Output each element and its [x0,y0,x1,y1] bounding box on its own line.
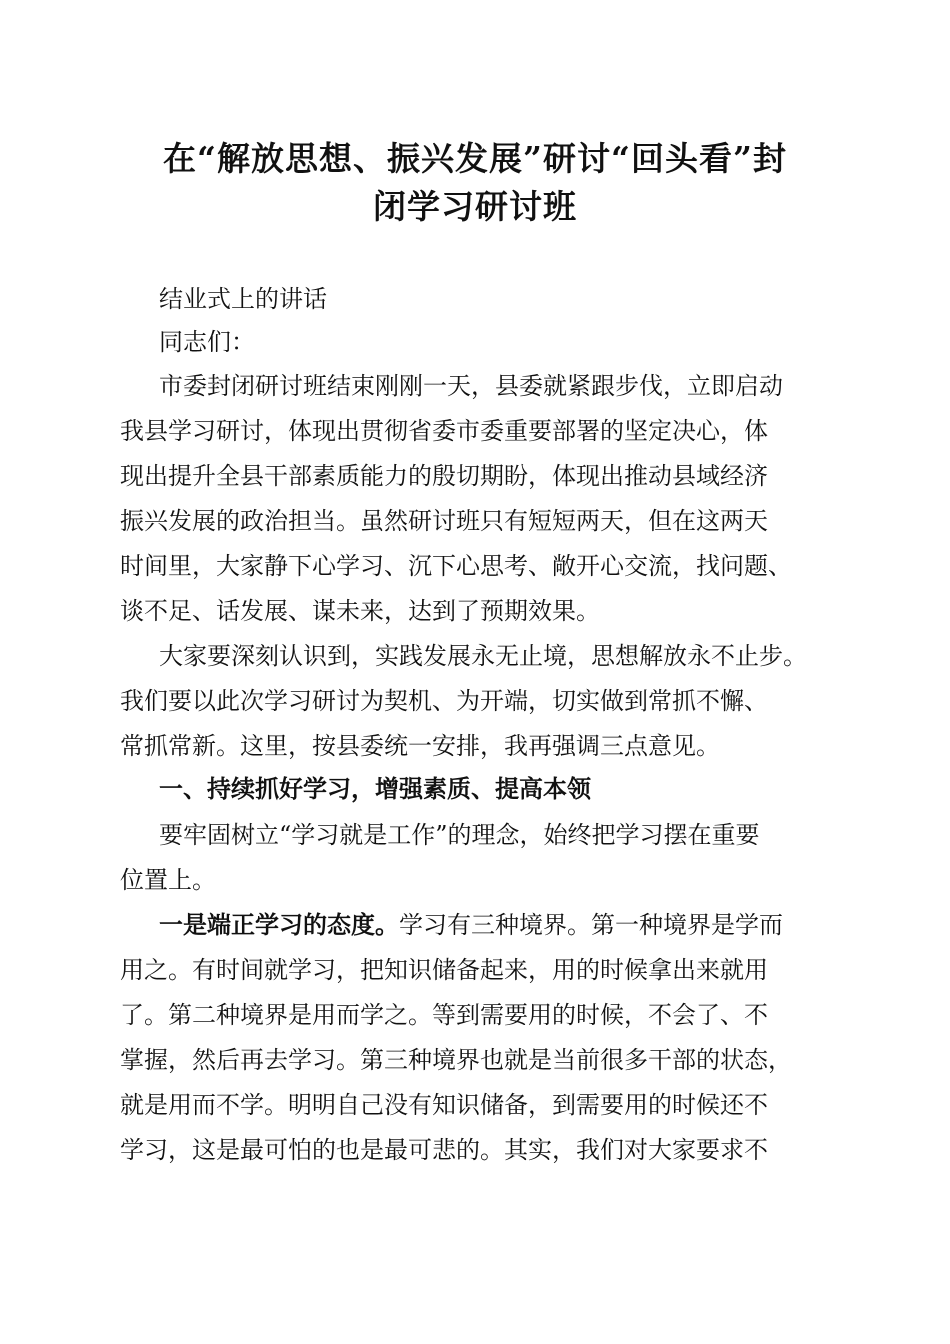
paragraph-2-line-3: 常抓常新。这里，按县委统一安排，我再强调三点意见。 [120,732,720,760]
paragraph-1-line-3: 现出提升全县干部素质能力的殷切期盼，体现出推动县域经济 [120,462,768,490]
paragraph-4-line-2: 用之。有时间就学习，把知识储备起来，用的时候拿出来就用 [120,956,768,984]
paragraph-1-line-5: 时间里，大家静下心学习、沉下心思考、敞开心交流，找问题、 [120,552,792,580]
paragraph-3-line-1: 要牢固树立“学习就是工作”的理念，始终把学习摆在重要 [159,821,760,849]
paragraph-4-line-6: 学习，这是最可怕的也是最可悲的。其实，我们对大家要求不 [120,1136,768,1164]
paragraph-2-line-1: 大家要深刻认识到，实践发展永无止境，思想解放永不止步。 [159,642,807,670]
section-1-heading: 一、持续抓好学习，增强素质、提高本领 [159,775,591,803]
document-subtitle: 结业式上的讲话 [159,285,327,313]
salutation: 同志们： [159,328,255,356]
paragraph-4-line-3: 了。第二种境界是用而学之。等到需要用的时候，不会了、不 [120,1001,768,1029]
paragraph-1-line-4: 振兴发展的政治担当。虽然研讨班只有短短两天，但在这两天 [120,507,768,535]
document-title-line-1: 在“解放思想、振兴发展”研讨“回头看”封 [163,139,787,178]
paragraph-1-line-2: 我县学习研讨，体现出贯彻省委市委重要部署的坚定决心，体 [120,417,768,445]
paragraph-2-line-2: 我们要以此次学习研讨为契机、为开端，切实做到常抓不懈、 [120,687,768,715]
paragraph-4-lead: 一是端正学习的态度。 [159,910,399,939]
paragraph-4-line-1-text: 学习有三种境界。第一种境界是学而 [399,911,783,939]
paragraph-4-line-1 [159,908,783,942]
paragraph-1-line-1: 市委封闭研讨班结束刚刚一天，县委就紧跟步伐，立即启动 [159,372,783,400]
paragraph-4-line-5: 就是用而不学。明明自己没有知识储备，到需要用的时候还不 [120,1091,768,1119]
paragraph-4-line-4: 掌握，然后再去学习。第三种境界也就是当前很多干部的状态， [120,1046,792,1074]
document-title-line-2: 闭学习研讨班 [373,187,577,226]
paragraph-3-line-2: 位置上。 [120,866,216,894]
paragraph-1-line-6: 谈不足、话发展、谋未来，达到了预期效果。 [120,597,600,625]
